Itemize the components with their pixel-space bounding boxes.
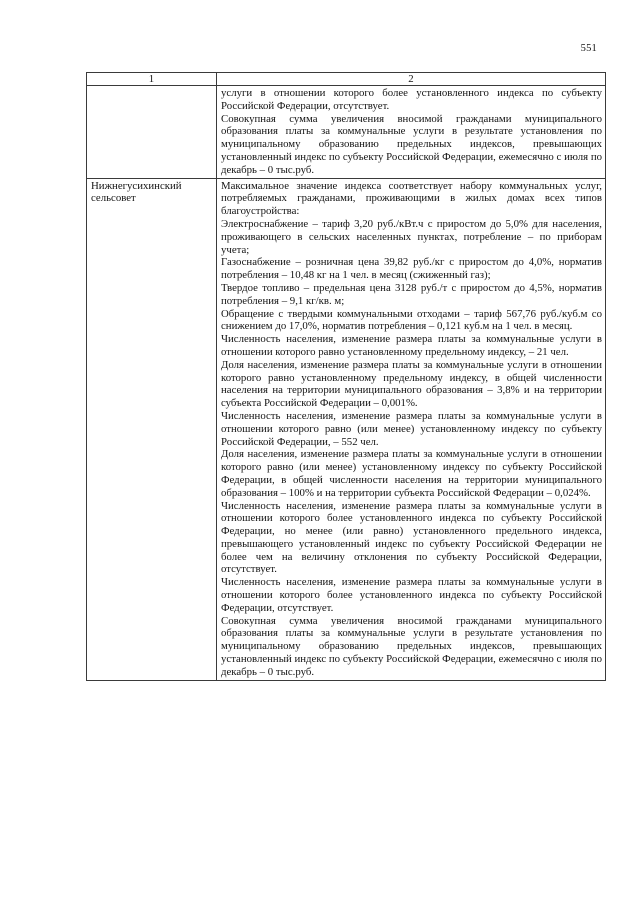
municipality-text-cell xyxy=(217,178,606,680)
municipality-row xyxy=(87,178,606,680)
text-paragraph: Численность населения, изменение размера платы за коммунальные услуги в отношении которого равно (или менее) установленному индексу по субъекту Российской Федерации, – 552 чел. xyxy=(221,409,602,448)
continuation-text-cell xyxy=(217,86,606,179)
text-paragraph: услуги в отношении которого более установленного индекса по субъекту Российской Федерации, отсутствует. xyxy=(221,87,602,112)
text-paragraph: Доля населения, изменение размера платы за коммунальные услуги в отношении которого равно (или менее) установленному индексу по субъекту Российской Федерации, в общей численности населения на территории муниципального образования – 100% и на территории субъекта Российской Федерации – 0,024%. xyxy=(221,448,602,499)
table-header-row xyxy=(87,73,606,86)
document-table xyxy=(86,72,606,681)
header-cell-2: 2 xyxy=(217,73,606,86)
continuation-row xyxy=(87,86,606,179)
text-paragraph: Численность населения, изменение размера платы за коммунальные услуги в отношении которого равно установленному предельному индексу, – 21 чел. xyxy=(221,333,602,358)
text-paragraph: Твердое топливо – предельная цена 3128 руб./т с приростом до 4,5%, норматив потребления – 9,1 кг/кв. м; xyxy=(221,281,602,307)
text-paragraph: Электроснабжение – тариф 3,20 руб./кВт.ч с приростом до 5,0% для населения, проживающего в сельских населенных пунктах, потребление – по приборам учета; xyxy=(221,217,602,256)
text-paragraph: Численность населения, изменение размера платы за коммунальные услуги в отношении которого более установленного индекса по субъекту Российской Федерации, но менее (или равно) установленного предельного индекса, превышающего установленный индекс по субъекту Российской Федерации не более чем на величину отклонения по субъекту Российской Федерации, отсутствует. xyxy=(221,499,602,576)
text-paragraph: Численность населения, изменение размера платы за коммунальные услуги в отношении которого более установленного индекса по субъекту Российской Федерации, отсутствует. xyxy=(221,576,602,614)
header-cell-1: 1 xyxy=(87,73,217,86)
page-number: 551 xyxy=(580,43,597,54)
text-paragraph: Обращение с твердыми коммунальными отходами – тариф 567,76 руб./куб.м со снижением до 17,0%, норматив потребления – 0,121 куб.м на 1 чел. в месяц. xyxy=(221,307,602,333)
continuation-region-cell xyxy=(87,86,217,179)
municipality-name-cell: Нижнегусихинский сельсовет xyxy=(87,178,217,680)
text-paragraph: Доля населения, изменение размера платы за коммунальные услуги в отношении которого равно установленному предельному индексу, в общей численности населения на территории муниципального образования – 3,8% и на территории субъекта Российской Федерации – 0,001%. xyxy=(221,358,602,410)
text-paragraph: Максимальное значение индекса соответствует набору коммунальных услуг, потребляемых гражданами, проживающими в жилых домах всех типов благоустройства: xyxy=(221,179,602,218)
text-paragraph: Совокупная сумма увеличения вносимой гражданами муниципального образования платы за коммунальные услуги в результате установления по муниципальному образованию предельных индексов, превышающих установленный индекс по субъекту Российской Федерации, ежемесячно с июля по декабрь – 0 тыс.руб. xyxy=(221,112,602,176)
text-paragraph: Газоснабжение – розничная цена 39,82 руб./кг с приростом до 4,0%, норматив потребления – 10,48 кг на 1 чел. в месяц (сжиженный газ); xyxy=(221,256,602,282)
text-paragraph: Совокупная сумма увеличения вносимой гражданами муниципального образования платы за коммунальные услуги в результате установления по муниципальному образованию предельных индексов, превышающих установленный индекс по субъекту Российской Федерации, ежемесячно с июля по декабрь – 0 тыс.руб. xyxy=(221,614,602,678)
